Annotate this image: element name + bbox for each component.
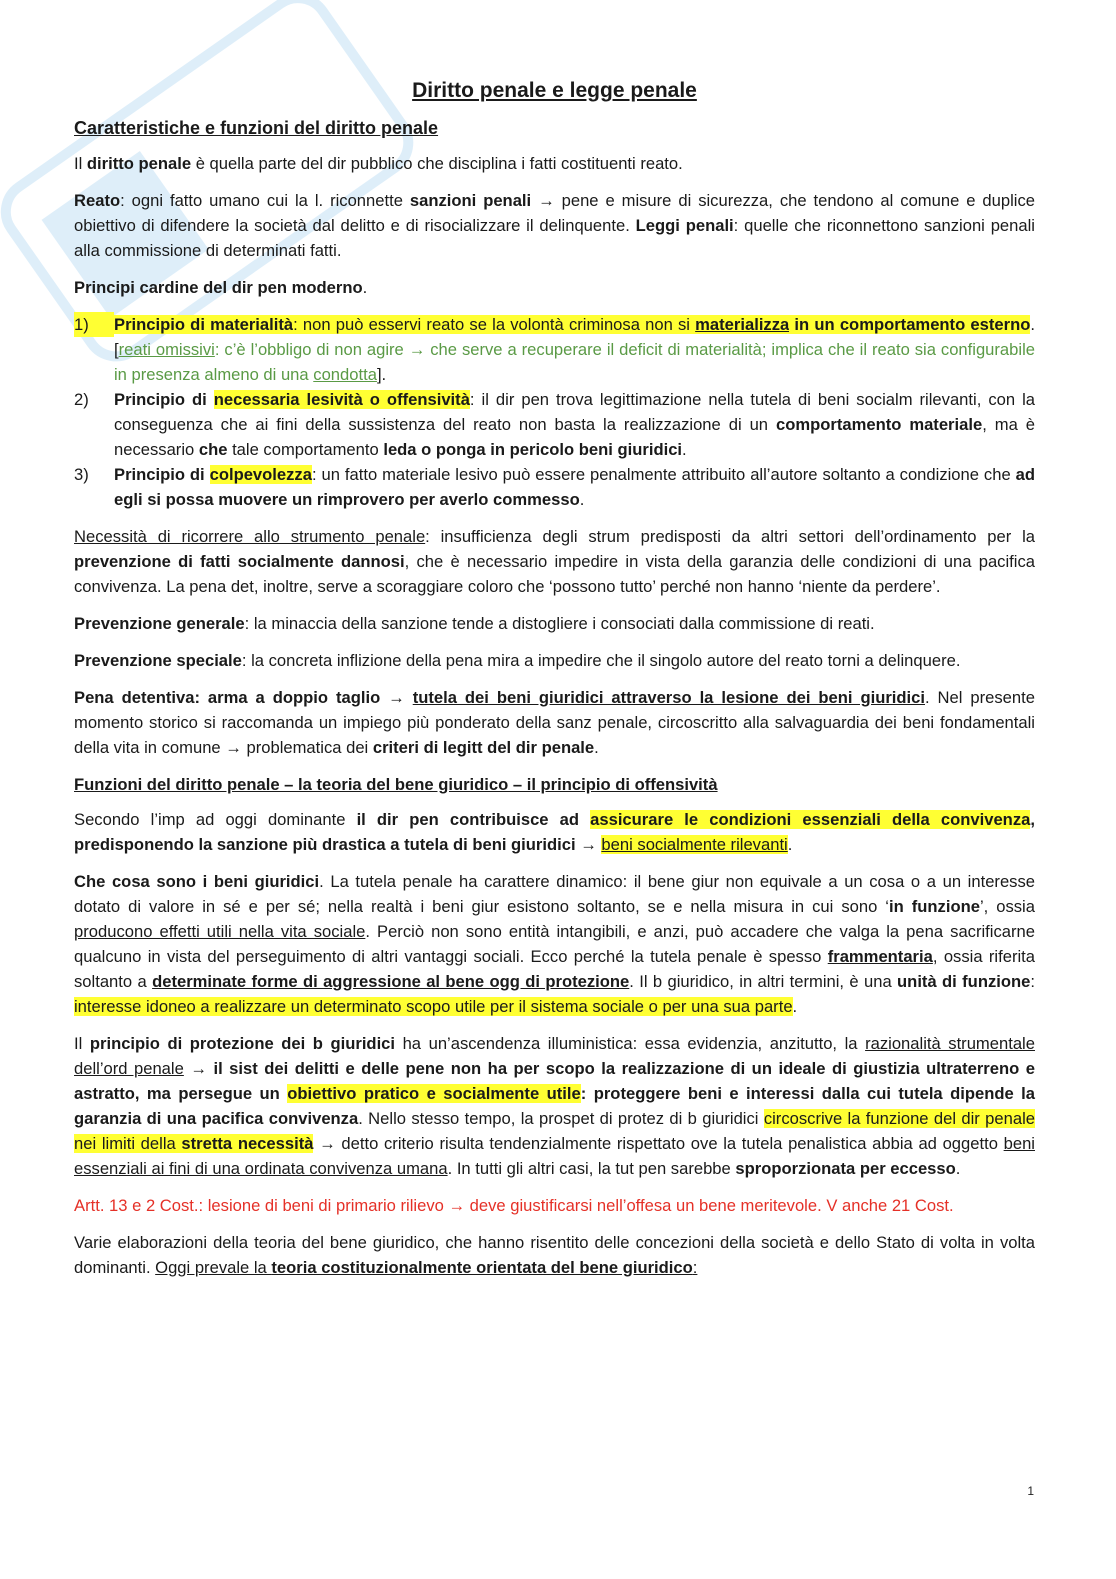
paragraph-costituzione-note: Artt. 13 e 2 Cost.: lesione di beni di primario rilievo → deve giustificarsi nell’offesa un bene meritevole. V anche 21 Cost.	[74, 1196, 954, 1215]
section-heading-funzioni: Funzioni del diritto penale – la teoria del bene giuridico – il principio di offensività	[74, 775, 718, 794]
list-number: 2)	[74, 390, 89, 409]
list-item: 3) Principio di colpevolezza: un fatto materiale lesivo può essere penalmente attribuito all’autore soltanto a condizione che ad egli si possa muovere un rimprovero per averlo commesso.	[74, 462, 1035, 512]
paragraph-prevenzione-speciale: Prevenzione speciale: la concreta inflizione della pena mira a impedire che il singolo autore del reato torni a delinquere.	[74, 651, 961, 670]
paragraph-varie-elaborazioni: Varie elaborazioni della teoria del bene giuridico, che hanno risentito delle concezioni della società e dello Stato di volta in volta dominanti. Oggi prevale la teoria costituzionalmente orientata del bene giuridico:	[74, 1233, 1035, 1277]
list-number: 1)	[74, 312, 114, 337]
paragraph-reato: Reato: ogni fatto umano cui la l. riconnette sanzioni penali → pene e misure di sicurezza, che tendono al comune e duplice obiettivo di difendere la società dal delitto e di risocializzare il delinquente. Leggi penali: quelle che riconnettono sanzioni penali alla commissione di determinati fatti.	[74, 191, 1035, 260]
page-number: 1	[1027, 1484, 1034, 1498]
document-page	[74, 72, 1035, 1292]
paragraph-imp-dominante: Secondo l’imp ad oggi dominante il dir pen contribuisce ad assicurare le condizioni essenziali della convivenza, predisponendo la sanzione più drastica a tutela di beni giuridici → beni socialmente rilevanti.	[74, 810, 1035, 854]
paragraph-principio-protezione: Il principio di protezione dei b giuridici ha un’ascendenza illuministica: essa evidenzia, anzitutto, la razionalità strumentale dell’ord penale → il sist dei delitti e delle pene non ha per scopo la realizzazione di un ideale di giustizia ultraterreno e astratto, ma persegue un obiettivo pratico e socialmente utile: proteggere beni e interessi dalla cui tutela dipende la garanzia di una pacifica convivenza. Nello stesso tempo, la prospet di protez di b giuridici circoscrive la funzione del dir penale nei limiti della stretta necessità → detto criterio risulta tendenzialmente rispettato ove la tutela penalistica abbia ad oggetto beni essenziali ai fini di una ordinata convivenza umana. In tutti gli altri casi, la tut pen sarebbe sproporzionata per eccesso.	[74, 1034, 1035, 1178]
document-title: Diritto penale e legge penale	[412, 79, 697, 102]
paragraph-principi-heading: Principi cardine del dir pen moderno.	[74, 278, 368, 297]
list-item: 2) Principio di necessaria lesività o offensività: il dir pen trova legittimazione nella tutela di beni socialm rilevanti, con la conseguenza che ai fini della sussistenza del reato non basta la realizzazione di un comportamento materiale, ma è necessario che tale comportamento leda o ponga in pericolo beni giuridici.	[74, 387, 1035, 462]
paragraph-beni-giuridici: Che cosa sono i beni giuridici. La tutela penale ha carattere dinamico: il bene giur non equivale a un cosa o a un interesse dotato di valore in sé e per sé; nella realtà i beni giur esistono soltanto, se e nella misura in cui sono ‘in funzione’, ossia producono effetti utili nella vita sociale. Perciò non sono entità intangibili, e anzi, può accadere che valga la pena sacrificarne qualcuno in vista del perseguimento di altri vantaggi sociali. Ecco perché la tutela penale è spesso frammentaria, ossia riferita soltanto a determinate forme di aggressione al bene ogg di protezione. Il b giuridico, in altri termini, è una unità di funzione: interesse idoneo a realizzare un determinato scopo utile per il sistema sociale o per una sua parte.	[74, 872, 1036, 1016]
principles-list	[74, 312, 1035, 512]
list-item: 1) Principio di materialità: non può esservi reato se la volontà criminosa non si materializza in un comportamento esterno. [reati omissivi: c’è l’obbligo di non agire → che serve a recuperare il deficit di materialità; implica che il reato sia configurabile in presenza almeno di una condotta].	[74, 312, 1035, 387]
paragraph-necessita: Necessità di ricorrere allo strumento penale: insufficienza degli strum predisposti da altri settori dell’ordinamento per la prevenzione di fatti socialmente dannosi, che è necessario impedire in vista della garanzia delle condizioni di una pacifica convivenza. La pena det, inoltre, serve a scoraggiare coloro che ‘possono tutto’ perché non hanno ‘niente da perdere’.	[74, 527, 1035, 596]
paragraph-pena-detentiva: Pena detentiva: arma a doppio taglio → tutela dei beni giuridici attraverso la lesione dei beni giuridici. Nel presente momento storico si raccomanda un impiego più ponderato della sanz penale, circoscritto alla salvaguardia dei beni fondamentali della vita in comune → problematica dei criteri di legitt del dir penale.	[74, 688, 1035, 757]
section-heading-characteristics: Caratteristiche e funzioni del diritto penale	[74, 118, 439, 138]
paragraph-prevenzione-generale: Prevenzione generale: la minaccia della sanzione tende a distogliere i consociati dalla commissione di reati.	[74, 614, 875, 633]
paragraph-definition: Il diritto penale è quella parte del dir pubblico che disciplina i fatti costituenti reato.	[74, 154, 683, 173]
list-number: 3)	[74, 465, 89, 484]
